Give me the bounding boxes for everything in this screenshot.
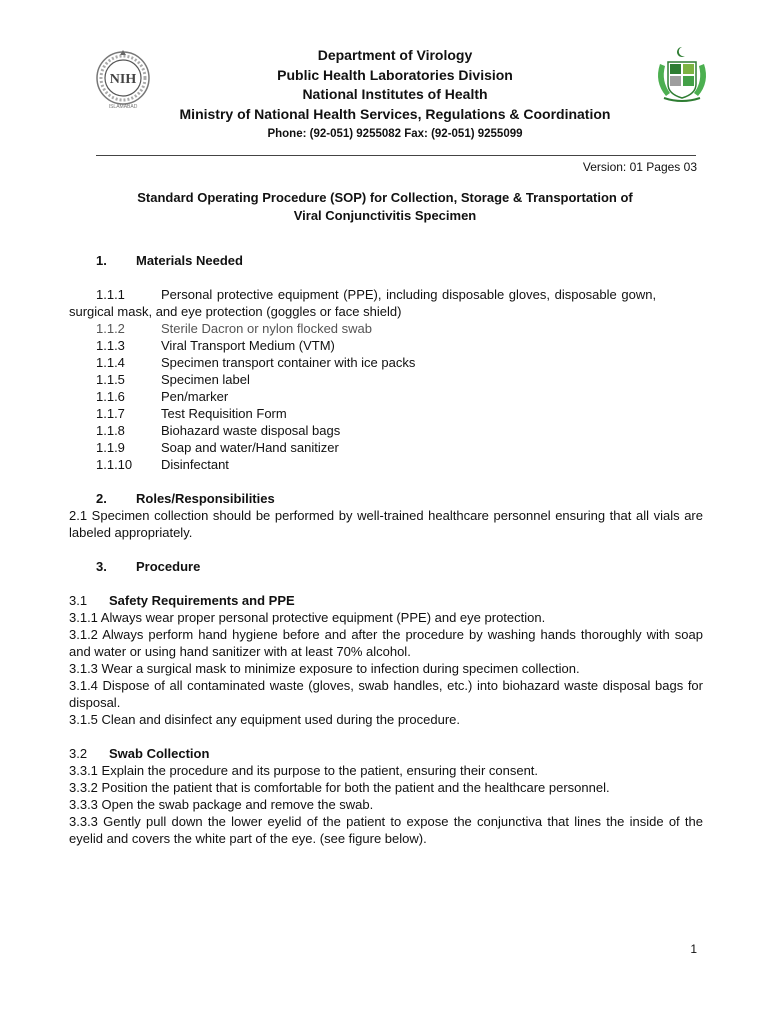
list-item [96, 439, 702, 456]
title-line-1: Standard Operating Procedure (SOP) for Collection, Storage & Transportation of [137, 190, 633, 205]
paragraph: 3.3.1 Explain the procedure and its purpose to the patient, ensuring their consent. [69, 763, 539, 778]
item-text: Specimen label [161, 372, 250, 387]
section-label: Roles/Responsibilities [136, 491, 275, 506]
list-item [96, 354, 702, 371]
section-heading-materials [96, 252, 702, 269]
safety-requirements [69, 592, 703, 847]
subsection-heading [69, 592, 703, 609]
list-item [96, 337, 702, 354]
item-number: 1.1.7 [96, 406, 125, 421]
logo-left-text: NIH [109, 72, 137, 87]
institute-name: National Institutes of Health [302, 86, 488, 102]
list-item [96, 456, 702, 473]
item-number: 1.1.5 [96, 372, 125, 387]
document-body [69, 252, 703, 847]
item-text: Specimen transport container with ice packs [161, 355, 416, 370]
spacer [69, 728, 703, 745]
roles-paragraph: 2.1 Specimen collection should be performed by well-trained healthcare personnel ensuring that all vials are labeled appropriately. [69, 508, 703, 540]
list-item-continuation: surgical mask, and eye protection (goggles or face shield) [69, 304, 402, 319]
subsection-number: 3.1 [69, 593, 88, 608]
item-number: 1.1.3 [96, 338, 125, 353]
subsection-number: 3.2 [69, 746, 88, 761]
section-number: 3. [96, 559, 107, 574]
section-label: Materials Needed [136, 253, 243, 268]
header-divider [96, 155, 696, 156]
paragraph: 3.1.1 Always wear proper personal protective equipment (PPE) and eye protection. [69, 610, 546, 625]
materials-list-items [96, 320, 702, 473]
paragraph: 3.3.2 Position the patient that is comfortable for both the patient and the healthcare personnel. [69, 780, 610, 795]
materials-list [69, 286, 703, 320]
item-text: Viral Transport Medium (VTM) [161, 338, 335, 353]
item-number: 1.1.8 [96, 423, 125, 438]
list-item [96, 388, 702, 405]
subsection-label: Swab Collection [109, 746, 210, 761]
section-label: Procedure [136, 559, 201, 574]
paragraph: 3.3.3 Open the swab package and remove the swab. [69, 797, 374, 812]
version-info: Version: 01 Pages 03 [582, 160, 697, 174]
paragraph: 3.1.3 Wear a surgical mask to minimize exposure to infection during specimen collection. [69, 661, 580, 676]
title-line-2: Viral Conjunctivitis Specimen [293, 208, 477, 223]
paragraph: 3.3.3 Gently pull down the lower eyelid of the patient to expose the conjunctiva that lines the inside of the eyelid and covers the white part of the eye. (see figure below). [69, 814, 703, 846]
paragraph: 3.1.2 Always perform hand hygiene before and after the procedure by washing hands thoroughly with soap and water or using hand sanitizer with at least 70% alcohol. [69, 627, 703, 659]
spacer [96, 541, 702, 558]
item-text: Personal protective equipment (PPE), including disposable gloves, disposable gown, [161, 287, 657, 302]
item-number: 1.1.6 [96, 389, 125, 404]
government-emblem-icon [654, 44, 710, 104]
contact-phone: Phone: (92-051) 9255082 Fax: (92-051) 9255099 [267, 128, 523, 140]
list-item [96, 320, 702, 337]
item-text: Sterile Dacron or nylon flocked swab [161, 321, 372, 336]
item-number: 1.1.1 [96, 287, 125, 302]
list-item [96, 371, 702, 388]
letterhead [150, 46, 640, 143]
item-text: Pen/marker [161, 389, 229, 404]
subsection-heading [69, 745, 703, 762]
spacer [96, 269, 702, 286]
section-number: 1. [96, 253, 107, 268]
nih-logo-icon [94, 48, 152, 110]
list-item [96, 422, 702, 439]
document-title [70, 189, 700, 225]
item-text: Biohazard waste disposal bags [161, 423, 341, 438]
logo-left-city: ISLAMABAD [108, 104, 138, 110]
item-number: 1.1.9 [96, 440, 125, 455]
item-number: 1.1.2 [96, 321, 125, 336]
page-number: 1 [690, 942, 697, 956]
item-number: 1.1.4 [96, 355, 125, 370]
list-item [69, 286, 703, 303]
section-number: 2. [96, 491, 107, 506]
division-name: Public Health Laboratories Division [277, 66, 513, 83]
ministry-name: Ministry of National Health Services, Regulations & Coordination [179, 105, 611, 122]
spacer [96, 473, 702, 490]
paragraph: 3.1.5 Clean and disinfect any equipment used during the procedure. [69, 712, 460, 727]
subsection-label: Safety Requirements and PPE [109, 593, 295, 608]
department-name: Department of Virology [317, 47, 473, 63]
item-number: 1.1.10 [96, 457, 133, 472]
section-heading-procedure [96, 558, 702, 575]
item-text: Disinfectant [161, 457, 229, 472]
section-heading-roles [96, 490, 702, 507]
spacer [96, 575, 702, 592]
item-text: Test Requisition Form [161, 406, 287, 421]
paragraph: 3.1.4 Dispose of all contaminated waste (gloves, swab handles, etc.) into biohazard waste disposal bags for disposal. [69, 678, 703, 710]
item-text: Soap and water/Hand sanitizer [161, 440, 339, 455]
list-item [96, 405, 702, 422]
